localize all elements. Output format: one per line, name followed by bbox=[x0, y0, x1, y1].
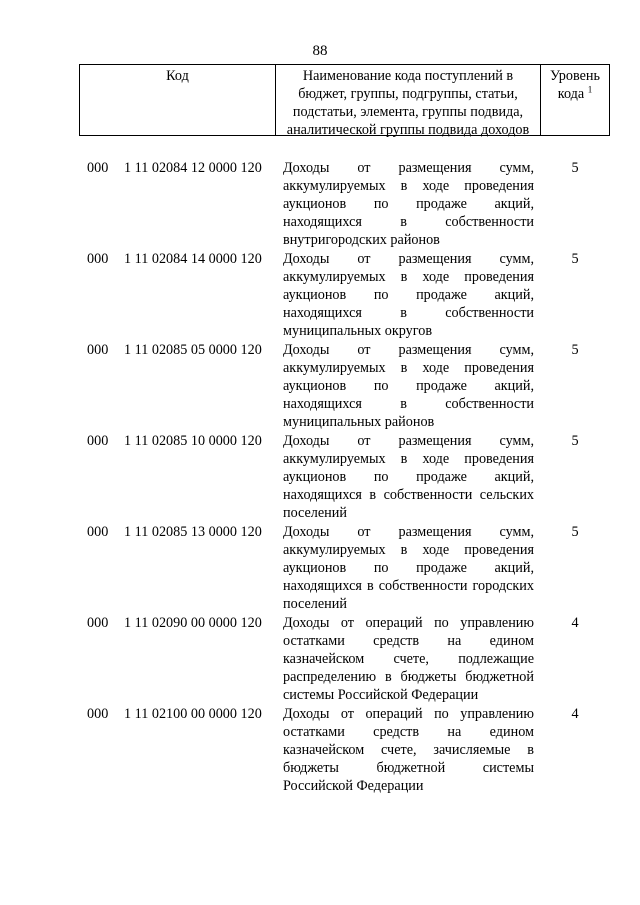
revenue-description bbox=[283, 523, 534, 613]
revenue-code: 1 11 02100 00 0000 120 bbox=[124, 706, 262, 722]
description-line: находящихся в собственности сельских bbox=[283, 487, 534, 503]
header-name-line: бюджет, группы, подгруппы, статьи, bbox=[298, 86, 518, 102]
code-level: 5 bbox=[571, 342, 579, 358]
header-code-label: Код bbox=[166, 68, 189, 84]
admin-code: 000 bbox=[87, 615, 109, 631]
revenue-description bbox=[283, 705, 534, 795]
description-line: казначейском счете, подлежащие bbox=[283, 651, 534, 667]
description-line: находящихся в собственности городских bbox=[283, 578, 534, 594]
description-line: распределению в бюджеты бюджетной bbox=[283, 669, 534, 685]
description-line: аукционов по продаже акций, bbox=[283, 287, 534, 303]
description-line: муниципальных районов bbox=[283, 414, 435, 430]
description-line: аккумулируемых в ходе проведения bbox=[283, 178, 534, 194]
revenue-code: 1 11 02084 14 0000 120 bbox=[124, 251, 262, 267]
header-level-code: кода bbox=[557, 86, 585, 102]
description-line: Доходы от размещения сумм, bbox=[283, 160, 534, 176]
description-line: системы Российской Федерации bbox=[283, 687, 479, 703]
description-line: поселений bbox=[283, 505, 347, 521]
description-line: Доходы от размещения сумм, bbox=[283, 251, 534, 267]
header-level bbox=[541, 65, 609, 135]
revenue-description bbox=[283, 432, 534, 522]
description-line: бюджеты бюджетной системы bbox=[283, 760, 534, 776]
code-level: 5 bbox=[571, 160, 579, 176]
footnote-marker: 1 bbox=[587, 84, 593, 95]
description-line: Доходы от операций по управлению bbox=[283, 615, 534, 631]
description-line: муниципальных округов bbox=[283, 323, 433, 339]
admin-code: 000 bbox=[87, 251, 109, 267]
header-level-line: Уровень bbox=[550, 68, 600, 84]
description-line: аукционов по продаже акций, bbox=[283, 196, 534, 212]
description-line: внутригородских районов bbox=[283, 232, 440, 248]
description-line: аукционов по продаже акций, bbox=[283, 560, 534, 576]
description-line: находящихся в собственности bbox=[283, 305, 534, 321]
description-line: Доходы от размещения сумм, bbox=[283, 433, 534, 449]
header-name-line: аналитической группы подвида доходов bbox=[286, 122, 530, 138]
revenue-description bbox=[283, 614, 534, 704]
header-name bbox=[276, 65, 541, 138]
admin-code: 000 bbox=[87, 160, 109, 176]
header-name-line: Наименование кода поступлений в bbox=[302, 68, 514, 84]
code-level: 5 bbox=[571, 524, 579, 540]
description-line: аукционов по продаже акций, bbox=[283, 378, 534, 394]
header-name-line: подстатьи, элемента, группы подвида, bbox=[292, 104, 524, 120]
description-line: Российской Федерации bbox=[283, 778, 424, 794]
admin-code: 000 bbox=[87, 433, 109, 449]
header-code bbox=[80, 65, 276, 135]
admin-code: 000 bbox=[87, 706, 109, 722]
description-line: находящихся в собственности bbox=[283, 396, 534, 412]
description-line: поселений bbox=[283, 596, 347, 612]
description-line: аккумулируемых в ходе проведения bbox=[283, 542, 534, 558]
description-line: Доходы от размещения сумм, bbox=[283, 342, 534, 358]
code-level: 4 bbox=[571, 615, 579, 631]
code-level: 4 bbox=[571, 706, 579, 722]
description-line: аккумулируемых в ходе проведения bbox=[283, 269, 534, 285]
admin-code: 000 bbox=[87, 524, 109, 540]
revenue-code: 1 11 02085 13 0000 120 bbox=[124, 524, 262, 540]
revenue-description bbox=[283, 250, 534, 340]
description-line: аккумулируемых в ходе проведения bbox=[283, 451, 534, 467]
header-level-line bbox=[541, 85, 609, 103]
description-line: казначейском счете, зачисляемые в bbox=[283, 742, 534, 758]
description-line: остатками средств на едином bbox=[283, 724, 534, 740]
table-header bbox=[79, 64, 610, 136]
description-line: находящихся в собственности bbox=[283, 214, 534, 230]
code-level: 5 bbox=[571, 433, 579, 449]
admin-code: 000 bbox=[87, 342, 109, 358]
revenue-code: 1 11 02085 10 0000 120 bbox=[124, 433, 262, 449]
description-line: Доходы от размещения сумм, bbox=[283, 524, 534, 540]
code-level: 5 bbox=[571, 251, 579, 267]
revenue-description bbox=[283, 159, 534, 249]
revenue-code: 1 11 02084 12 0000 120 bbox=[124, 160, 262, 176]
description-line: аукционов по продаже акций, bbox=[283, 469, 534, 485]
revenue-description bbox=[283, 341, 534, 431]
revenue-code: 1 11 02085 05 0000 120 bbox=[124, 342, 262, 358]
page-number: 88 bbox=[312, 43, 328, 59]
description-line: остатками средств на едином bbox=[283, 633, 534, 649]
description-line: Доходы от операций по управлению bbox=[283, 706, 534, 722]
description-line: аккумулируемых в ходе проведения bbox=[283, 360, 534, 376]
revenue-code: 1 11 02090 00 0000 120 bbox=[124, 615, 262, 631]
